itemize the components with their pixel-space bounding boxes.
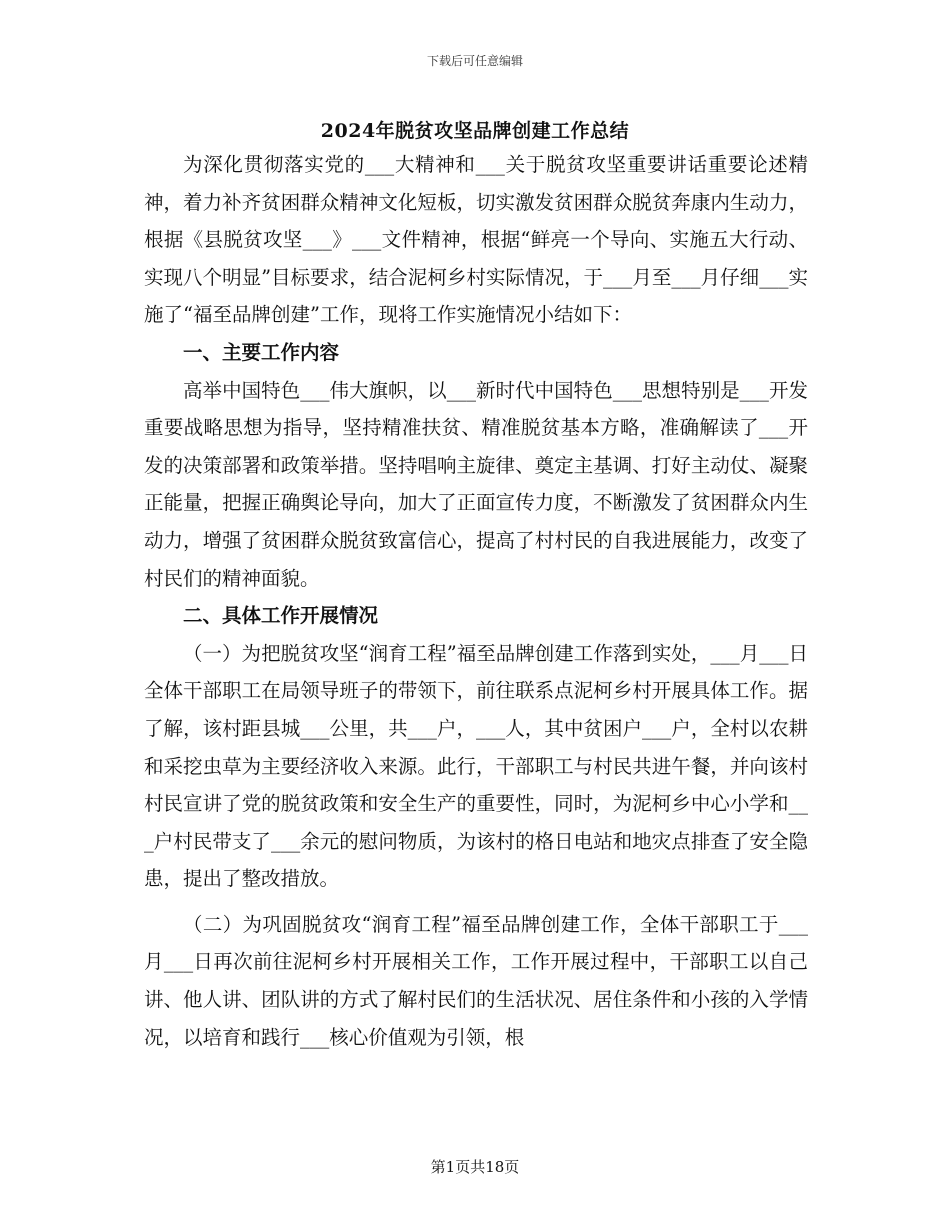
- page-number-footer: 第1页共18页: [430, 1158, 520, 1176]
- section-1-paragraph: 高举中国特色___伟大旗帜，以___新时代中国特色___思想特别是___开发重要战略思想为指导，坚持精准扶贫、精准脱贫基本方略，准确解读了___开发的决策部署和政策举措。坚持唱响主旋律、奠定主基调、打好主动仗、凝聚正能量，把握正确舆论导向，加大了正面宣传力度，不断激发了贫困群众内生动力，增强了贫困群众脱贫致富信心，提高了村村民的自我进展能力，改变了村民们的精神面貌。: [144, 378, 808, 590]
- section-2-paragraph-1: （一）为把脱贫攻坚“润育工程”福至品牌创建工作落到实处，___月___日全体干部职工在局领导班子的带领下，前往联系点泥柯乡村开展具体工作。据了解，该村距县城___公里，共___户，___人，其中贫困户___户，全村以农耕和采挖虫草为主要经济收入来源。此行，干部职工与村民共进午餐，并向该村村民宣讲了党的脱贫政策和安全生产的重要性，同时，为泥柯乡中心小学和___户村民带支了___余元的慰问物质，为该村的格日电站和地灾点排查了安全隐患，提出了整改措放。: [144, 641, 808, 891]
- document-title: 2024年脱贫攻坚品牌创建工作总结: [320, 120, 630, 142]
- document-body: [144, 146, 808, 1056]
- page-header-note: 下载后可任意编辑: [426, 54, 523, 68]
- section-2-heading: 二、具体工作开展情况: [183, 604, 379, 628]
- section-2-paragraph-2: （二）为巩固脱贫攻“润育工程”福至品牌创建工作，全体干部职工于___月___日再次前往泥柯乡村开展相关工作，工作开展过程中，干部职工以自己讲、他人讲、团队讲的方式了解村民们的生活状况、居住条件和小孩的入学情况，以培育和践行___核心价值观为引领，根: [144, 912, 808, 1049]
- section-1-heading: 一、主要工作内容: [183, 340, 340, 364]
- intro-paragraph: 为深化贯彻落实党的___大精神和___关于脱贫攻坚重要讲话重要论述精神，着力补齐贫困群众精神文化短板，切实激发贫困群众脱贫奔康内生动力，根据《县脱贫攻坚___》___文件精神，根据“鲜亮一个导向、实施五大行动、实现八个明显”目标要求，结合泥柯乡村实际情况，于___月至___月仔细___实施了“福至品牌创建”工作，现将工作实施情况小结如下：: [144, 153, 808, 327]
